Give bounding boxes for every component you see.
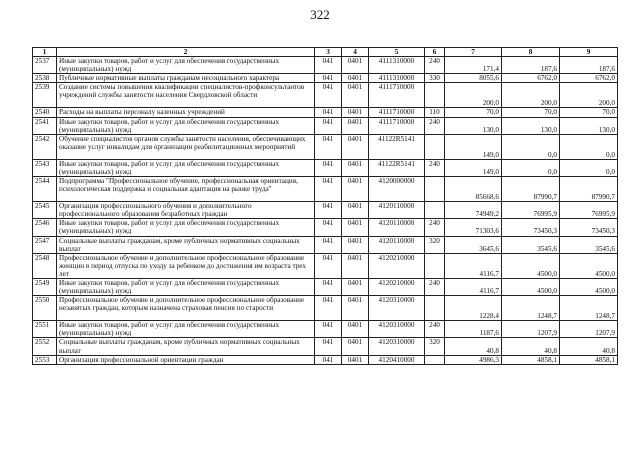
target-article-cell: 4111310000 <box>369 74 425 83</box>
table-row <box>33 219 618 236</box>
amount-col7-cell: 3645,6 <box>445 236 502 253</box>
row-number-cell: 2546 <box>33 219 57 236</box>
table-row <box>33 108 618 117</box>
ministry-code-cell: 041 <box>315 355 342 364</box>
row-number-cell: 2550 <box>33 296 57 321</box>
amount-col7-cell: 8055,6 <box>445 74 502 83</box>
description-cell: Создание системы повышения квалификации специалистов-профконсультантов учреждений службы занятости населения Свердловской области <box>57 83 315 108</box>
expense-type-cell: 330 <box>425 74 445 83</box>
description-cell: Расходы на выплаты персоналу казенных учреждений <box>57 108 315 117</box>
description-cell: Организация профессионального обучения и дополнительного профессионального образования безработных граждан <box>57 202 315 219</box>
row-number-cell: 2539 <box>33 83 57 108</box>
ministry-code-cell: 041 <box>315 338 342 355</box>
amount-col9-cell: 4500,0 <box>560 253 618 278</box>
target-article-cell: 4120310000 <box>369 338 425 355</box>
amount-col7-cell: 200,0 <box>445 83 502 108</box>
amount-col8-cell: 187,6 <box>502 57 560 74</box>
target-article-cell: 4120210000 <box>369 253 425 278</box>
section-code-cell: 0401 <box>342 278 369 295</box>
description-cell: Социальные выплаты гражданам, кроме публичных нормативных социальных выплат <box>57 236 315 253</box>
column-header-row <box>33 48 618 57</box>
amount-col9-cell: 187,6 <box>560 57 618 74</box>
expense-type-cell: 240 <box>425 117 445 134</box>
page-number: 322 <box>310 7 330 22</box>
amount-col8-cell: 73450,3 <box>502 219 560 236</box>
column-header: 5 <box>369 48 425 57</box>
target-article-cell: 41122R5141 <box>369 159 425 176</box>
row-number-cell: 2548 <box>33 253 57 278</box>
amount-col9-cell: 6762,0 <box>560 74 618 83</box>
description-cell: Иные закупки товаров, работ и услуг для обеспечения государственных (муниципальных) нужд <box>57 278 315 295</box>
target-article-cell: 4120110000 <box>369 202 425 219</box>
section-code-cell: 0401 <box>342 57 369 74</box>
amount-col8-cell: 0,0 <box>502 159 560 176</box>
table-row <box>33 321 618 338</box>
ministry-code-cell: 041 <box>315 108 342 117</box>
target-article-cell: 4111310000 <box>369 57 425 74</box>
table-body <box>33 48 618 365</box>
amount-col8-cell: 4500,0 <box>502 253 560 278</box>
amount-col9-cell: 130,0 <box>560 117 618 134</box>
expense-type-cell <box>425 177 445 202</box>
ministry-code-cell: 041 <box>315 74 342 83</box>
column-header: 1 <box>33 48 57 57</box>
amount-col9-cell: 76995,9 <box>560 202 618 219</box>
amount-col8-cell: 4500,0 <box>502 278 560 295</box>
target-article-cell: 4120110000 <box>369 236 425 253</box>
column-header: 8 <box>502 48 560 57</box>
section-code-cell: 0401 <box>342 236 369 253</box>
table-row <box>33 278 618 295</box>
section-code-cell: 0401 <box>342 202 369 219</box>
description-cell: Профессиональное обучение и дополнительное профессиональное образование незанятых граждан, которым назначена страховая пенсия по старости <box>57 296 315 321</box>
description-cell: Публичные нормативные выплаты гражданам несоциального характера <box>57 74 315 83</box>
expense-type-cell: 110 <box>425 108 445 117</box>
amount-col7-cell: 149,0 <box>445 159 502 176</box>
amount-col8-cell: 3545,6 <box>502 236 560 253</box>
column-header: 4 <box>342 48 369 57</box>
expense-type-cell <box>425 134 445 159</box>
section-code-cell: 0401 <box>342 355 369 364</box>
description-cell: Профессиональное обучение и дополнительное профессиональное образование женщин в период отпуска по уходу за ребенком до достижения им возраста трех лет <box>57 253 315 278</box>
ministry-code-cell: 041 <box>315 83 342 108</box>
amount-col8-cell: 1248,7 <box>502 296 560 321</box>
description-cell: Иные закупки товаров, работ и услуг для обеспечения государственных (муниципальных) нужд <box>57 159 315 176</box>
description-cell: Иные закупки товаров, работ и услуг для обеспечения государственных (муниципальных) нужд <box>57 321 315 338</box>
amount-col8-cell: 4858,1 <box>502 355 560 364</box>
amount-col8-cell: 6762,0 <box>502 74 560 83</box>
amount-col7-cell: 4116,7 <box>445 253 502 278</box>
section-code-cell: 0401 <box>342 83 369 108</box>
description-cell: Социальные выплаты гражданам, кроме публичных нормативных социальных выплат <box>57 338 315 355</box>
row-number-cell: 2540 <box>33 108 57 117</box>
column-header: 7 <box>445 48 502 57</box>
amount-col7-cell: 4116,7 <box>445 278 502 295</box>
amount-col8-cell: 70,0 <box>502 108 560 117</box>
table-row <box>33 177 618 202</box>
target-article-cell: 4120310000 <box>369 296 425 321</box>
table-row <box>33 74 618 83</box>
ministry-code-cell: 041 <box>315 253 342 278</box>
section-code-cell: 0401 <box>342 108 369 117</box>
expense-type-cell: 240 <box>425 159 445 176</box>
amount-col8-cell: 0,0 <box>502 134 560 159</box>
amount-col7-cell: 74949,2 <box>445 202 502 219</box>
amount-col9-cell: 70,0 <box>560 108 618 117</box>
amount-col9-cell: 87990,7 <box>560 177 618 202</box>
expense-type-cell: 320 <box>425 338 445 355</box>
ministry-code-cell: 041 <box>315 57 342 74</box>
target-article-cell: 4111710000 <box>369 117 425 134</box>
column-header: 6 <box>425 48 445 57</box>
section-code-cell: 0401 <box>342 74 369 83</box>
amount-col7-cell: 171,4 <box>445 57 502 74</box>
table-row <box>33 236 618 253</box>
amount-col7-cell: 149,0 <box>445 134 502 159</box>
column-header: 3 <box>315 48 342 57</box>
ministry-code-cell: 041 <box>315 236 342 253</box>
row-number-cell: 2541 <box>33 117 57 134</box>
amount-col8-cell: 200,0 <box>502 83 560 108</box>
expense-type-cell <box>425 296 445 321</box>
target-article-cell: 4111710000 <box>369 83 425 108</box>
target-article-cell: 4120000000 <box>369 177 425 202</box>
amount-col7-cell: 70,0 <box>445 108 502 117</box>
amount-col9-cell: 4500,0 <box>560 278 618 295</box>
amount-col9-cell: 1248,7 <box>560 296 618 321</box>
amount-col7-cell: 71303,6 <box>445 219 502 236</box>
amount-col7-cell: 4986,3 <box>445 355 502 364</box>
expense-type-cell: 320 <box>425 236 445 253</box>
ministry-code-cell: 041 <box>315 134 342 159</box>
amount-col9-cell: 3545,6 <box>560 236 618 253</box>
amount-col7-cell: 40,8 <box>445 338 502 355</box>
row-number-cell: 2537 <box>33 57 57 74</box>
budget-table <box>32 47 618 365</box>
section-code-cell: 0401 <box>342 134 369 159</box>
amount-col9-cell: 0,0 <box>560 134 618 159</box>
row-number-cell: 2538 <box>33 74 57 83</box>
ministry-code-cell: 041 <box>315 219 342 236</box>
section-code-cell: 0401 <box>342 177 369 202</box>
amount-col9-cell: 0,0 <box>560 159 618 176</box>
row-number-cell: 2551 <box>33 321 57 338</box>
amount-col9-cell: 40,8 <box>560 338 618 355</box>
amount-col8-cell: 87990,7 <box>502 177 560 202</box>
row-number-cell: 2547 <box>33 236 57 253</box>
expense-type-cell <box>425 83 445 108</box>
expense-type-cell: 240 <box>425 321 445 338</box>
row-number-cell: 2543 <box>33 159 57 176</box>
amount-col9-cell: 73450,3 <box>560 219 618 236</box>
section-code-cell: 0401 <box>342 338 369 355</box>
ministry-code-cell: 041 <box>315 117 342 134</box>
table-row <box>33 57 618 74</box>
target-article-cell: 4120110000 <box>369 219 425 236</box>
section-code-cell: 0401 <box>342 117 369 134</box>
section-code-cell: 0401 <box>342 321 369 338</box>
section-code-cell: 0401 <box>342 219 369 236</box>
ministry-code-cell: 041 <box>315 278 342 295</box>
ministry-code-cell: 041 <box>315 177 342 202</box>
description-cell: Иные закупки товаров, работ и услуг для обеспечения государственных (муниципальных) нужд <box>57 219 315 236</box>
ministry-code-cell: 041 <box>315 159 342 176</box>
expense-type-cell <box>425 202 445 219</box>
table-row <box>33 355 618 364</box>
target-article-cell: 4120310000 <box>369 321 425 338</box>
amount-col9-cell: 200,0 <box>560 83 618 108</box>
expense-type-cell: 240 <box>425 219 445 236</box>
column-header: 2 <box>57 48 315 57</box>
target-article-cell: 41122R5141 <box>369 134 425 159</box>
row-number-cell: 2542 <box>33 134 57 159</box>
section-code-cell: 0401 <box>342 253 369 278</box>
expense-type-cell: 240 <box>425 57 445 74</box>
row-number-cell: 2553 <box>33 355 57 364</box>
row-number-cell: 2552 <box>33 338 57 355</box>
amount-col8-cell: 1207,9 <box>502 321 560 338</box>
row-number-cell: 2549 <box>33 278 57 295</box>
ministry-code-cell: 041 <box>315 321 342 338</box>
ministry-code-cell: 041 <box>315 296 342 321</box>
amount-col8-cell: 40,8 <box>502 338 560 355</box>
table-row <box>33 338 618 355</box>
row-number-cell: 2544 <box>33 177 57 202</box>
column-header: 9 <box>560 48 618 57</box>
target-article-cell: 4111710000 <box>369 108 425 117</box>
description-cell: Подпрограмма "Профессиональное обучение, профессиональная ориентация, психологическая поддержка и социальная адаптация на рынке труда" <box>57 177 315 202</box>
row-number-cell: 2545 <box>33 202 57 219</box>
amount-col7-cell: 1228,4 <box>445 296 502 321</box>
description-cell: Организация профессиональной ориентации граждан <box>57 355 315 364</box>
amount-col7-cell: 130,0 <box>445 117 502 134</box>
amount-col8-cell: 130,0 <box>502 117 560 134</box>
table-row <box>33 83 618 108</box>
amount-col7-cell: 1187,6 <box>445 321 502 338</box>
amount-col8-cell: 76995,9 <box>502 202 560 219</box>
table-row <box>33 134 618 159</box>
amount-col9-cell: 4858,1 <box>560 355 618 364</box>
target-article-cell: 4120210000 <box>369 278 425 295</box>
table-row <box>33 117 618 134</box>
table-row <box>33 296 618 321</box>
table-row <box>33 253 618 278</box>
target-article-cell: 4120410000 <box>369 355 425 364</box>
expense-type-cell <box>425 355 445 364</box>
amount-col9-cell: 1207,9 <box>560 321 618 338</box>
section-code-cell: 0401 <box>342 296 369 321</box>
description-cell: Обучение специалистов органов службы занятости населения, обеспечивающих оказание услуг инвалидам для организации реабилитационных мероприятий <box>57 134 315 159</box>
amount-col7-cell: 85668,6 <box>445 177 502 202</box>
table-row <box>33 202 618 219</box>
ministry-code-cell: 041 <box>315 202 342 219</box>
description-cell: Иные закупки товаров, работ и услуг для обеспечения государственных (муниципальных) нужд <box>57 57 315 74</box>
expense-type-cell <box>425 253 445 278</box>
description-cell: Иные закупки товаров, работ и услуг для обеспечения государственных (муниципальных) нужд <box>57 117 315 134</box>
expense-type-cell: 240 <box>425 278 445 295</box>
section-code-cell: 0401 <box>342 159 369 176</box>
table-row <box>33 159 618 176</box>
